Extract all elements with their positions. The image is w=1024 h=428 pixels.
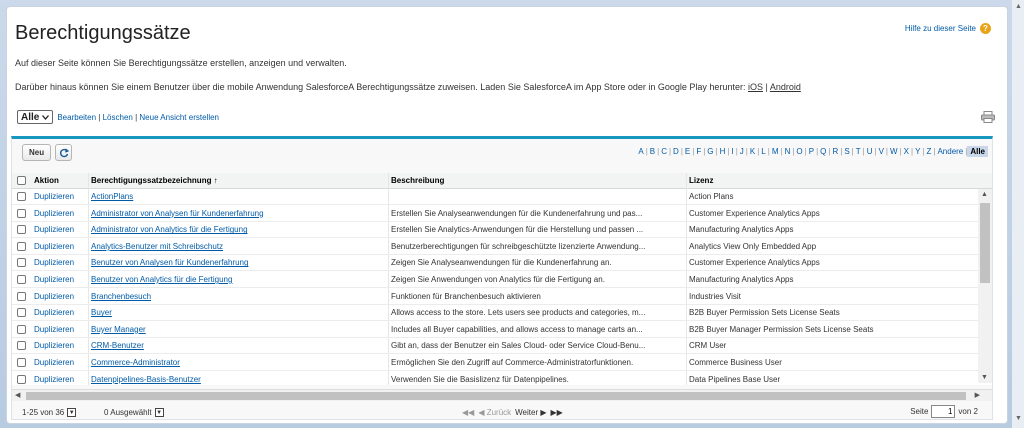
- permission-set-description: Benutzerberechtigungen für schreibgeschützte lizenzierte Anwendung...: [391, 241, 646, 251]
- alpha-filter-s[interactable]: S: [844, 147, 850, 156]
- alpha-filter-c[interactable]: C: [661, 147, 667, 156]
- select-all-checkbox[interactable]: [17, 176, 26, 185]
- duplicate-link[interactable]: Duplizieren: [34, 374, 75, 384]
- alpha-separator: |: [735, 147, 738, 156]
- row-checkbox[interactable]: [17, 341, 26, 350]
- column-license[interactable]: Lizenz: [689, 176, 714, 185]
- alpha-filter-y[interactable]: Y: [915, 147, 921, 156]
- view-link-separator: |: [98, 112, 101, 122]
- data-table: [12, 173, 992, 385]
- ios-link[interactable]: iOS: [747, 82, 763, 92]
- edit-view-link[interactable]: Bearbeiten: [57, 112, 97, 122]
- duplicate-link[interactable]: Duplizieren: [34, 308, 75, 318]
- permission-set-name-link[interactable]: Buyer Manager: [91, 324, 146, 334]
- permission-set-license: Industries Visit: [689, 291, 741, 301]
- alpha-separator: |: [910, 147, 914, 156]
- alpha-separator: |: [862, 147, 865, 156]
- alpha-separator: |: [885, 147, 888, 156]
- new-button[interactable]: Neu: [22, 144, 51, 161]
- table-row: [12, 322, 978, 338]
- last-page-icon[interactable]: ▶▶: [550, 408, 563, 417]
- row-checkbox[interactable]: [17, 225, 26, 234]
- column-action: Aktion: [34, 176, 59, 185]
- page-number-input[interactable]: [931, 405, 955, 418]
- table-row: [12, 338, 978, 354]
- alpha-filter-q[interactable]: Q: [820, 147, 827, 156]
- alpha-separator: |: [792, 147, 795, 156]
- alpha-separator: |: [965, 147, 968, 156]
- vertical-scrollbar[interactable]: [978, 189, 992, 383]
- alpha-filter-m[interactable]: M: [771, 147, 779, 156]
- first-page-icon: ◀◀: [462, 408, 475, 417]
- printer-icon[interactable]: [981, 111, 995, 123]
- scroll-up-icon[interactable]: ▲: [1015, 3, 1022, 10]
- permission-set-description: Gibt an, dass der Benutzer ein Sales Cloud- oder Service Cloud-Benu...: [391, 341, 646, 351]
- help-icon[interactable]: ?: [980, 23, 991, 34]
- duplicate-link[interactable]: Duplizieren: [34, 341, 75, 351]
- android-link[interactable]: Android: [769, 82, 801, 92]
- list-toolbar: [22, 144, 72, 161]
- next-page-link[interactable]: Weiter ▶: [515, 408, 547, 417]
- permission-set-license: Action Plans: [689, 192, 734, 201]
- page-total: von 2: [958, 407, 978, 416]
- alpha-filter-p[interactable]: P: [808, 147, 815, 156]
- permission-set-description: Funktionen für Branchenbesuch aktivieren: [391, 291, 541, 301]
- help-label[interactable]: Hilfe zu dieser Seite: [904, 24, 976, 33]
- list-footer: [12, 405, 992, 421]
- permission-set-description: Allows access to the store. Lets users see products and categories, m...: [391, 308, 646, 318]
- table-row: [12, 189, 978, 205]
- permission-set-name-link[interactable]: Administrator von Analysen für Kundenerfahrung: [91, 208, 264, 218]
- alpha-separator: |: [703, 147, 706, 156]
- page-selector: [910, 405, 978, 418]
- previous-page-link: ◀ Zurück: [478, 408, 512, 417]
- view-select-value: Alle: [21, 111, 40, 123]
- page-title: Berechtigungssätze: [15, 22, 191, 44]
- alpha-filter-alle[interactable]: Alle: [967, 146, 988, 157]
- column-name[interactable]: Berechtigungssatzbezeichnung ↑: [91, 176, 218, 185]
- record-range: [22, 408, 76, 417]
- permission-set-license: Data Pipelines Base User: [689, 374, 781, 384]
- table-header: [12, 173, 992, 189]
- previous-label: Zurück: [486, 408, 512, 417]
- alpha-filter-i[interactable]: I: [731, 147, 734, 156]
- alpha-separator: |: [851, 147, 854, 156]
- row-checkbox[interactable]: [17, 375, 26, 384]
- help-link[interactable]: [905, 23, 991, 34]
- row-checkbox[interactable]: [17, 292, 26, 301]
- permission-set-name-link[interactable]: ActionPlans: [91, 192, 134, 201]
- alpha-separator: |: [645, 147, 648, 156]
- alpha-filter-r[interactable]: R: [832, 147, 839, 156]
- duplicate-link[interactable]: Duplizieren: [34, 208, 75, 218]
- record-range-text: 1-25 von 36: [22, 408, 65, 417]
- row-checkbox[interactable]: [17, 325, 26, 334]
- alpha-filter-e[interactable]: E: [684, 147, 691, 156]
- link-separator: |: [765, 82, 768, 92]
- table-row: [12, 305, 978, 321]
- duplicate-link[interactable]: Duplizieren: [34, 358, 75, 367]
- alpha-filter-g[interactable]: G: [707, 147, 714, 156]
- alpha-separator: |: [745, 147, 748, 156]
- permission-set-description: Verwenden Sie die Basislizenz für Datenpipelines.: [391, 374, 569, 384]
- duplicate-link[interactable]: Duplizieren: [34, 291, 75, 301]
- permission-set-name-link[interactable]: Administrator von Analytics für die Fertigung: [91, 225, 248, 235]
- alpha-separator: |: [680, 147, 683, 156]
- alpha-filter-t[interactable]: T: [855, 147, 861, 156]
- scrollbar-thumb[interactable]: [980, 203, 990, 283]
- alpha-separator: |: [922, 147, 925, 156]
- permission-set-name-link[interactable]: Benutzer von Analysen für Kundenerfahrung: [91, 258, 249, 268]
- alpha-filter-d[interactable]: D: [673, 147, 679, 156]
- alpha-separator: |: [767, 147, 770, 156]
- row-checkbox[interactable]: [17, 209, 26, 218]
- create-view-link[interactable]: Neue Ansicht erstellen: [139, 112, 219, 122]
- alpha-separator: |: [933, 147, 936, 156]
- selection-count-text: 0 Ausgewählt: [104, 408, 152, 417]
- duplicate-link[interactable]: Duplizieren: [34, 324, 75, 334]
- alpha-filter-x[interactable]: X: [903, 147, 909, 156]
- scroll-left-icon[interactable]: ◀: [15, 392, 21, 399]
- permission-set-name-link[interactable]: Benutzer von Analytics für die Fertigung: [91, 275, 233, 284]
- permission-set-name-link[interactable]: Datenpipelines-Basis-Benutzer: [91, 374, 201, 384]
- permission-set-license: Customer Experience Analytics Apps: [689, 208, 820, 218]
- alpha-filter-z[interactable]: Z: [926, 147, 932, 156]
- alpha-filter-o[interactable]: O: [796, 147, 803, 156]
- permission-set-license: Commerce Business User: [689, 358, 782, 367]
- alpha-separator: |: [657, 147, 660, 156]
- permission-set-name-link[interactable]: Branchenbesuch: [91, 291, 152, 301]
- alpha-separator: |: [715, 147, 718, 156]
- refresh-icon: [59, 148, 69, 158]
- view-select[interactable]: [17, 110, 53, 124]
- permission-set-description: Includes all Buyer capabilities, and allows access to manage carts an...: [391, 324, 643, 334]
- alpha-separator: |: [840, 147, 843, 156]
- table-row: [12, 372, 978, 385]
- table-row: [12, 272, 978, 288]
- alpha-filter-l[interactable]: L: [761, 147, 766, 156]
- refresh-button[interactable]: [55, 144, 72, 161]
- permission-set-description: Zeigen Sie Analyseanwendungen für die Kundenerfahrung an.: [391, 258, 612, 268]
- alpha-separator: |: [692, 147, 695, 156]
- selection-dropdown-icon[interactable]: ▼: [156, 409, 163, 416]
- permission-set-license: B2B Buyer Permission Sets License Seats: [689, 308, 840, 318]
- alpha-separator: |: [757, 147, 760, 156]
- table-row: [12, 355, 978, 371]
- scroll-right-icon[interactable]: ▶: [974, 392, 980, 399]
- permission-set-license: CRM User: [689, 341, 727, 351]
- intro-mobile-text: [15, 82, 801, 92]
- table-row: [12, 289, 978, 305]
- row-checkbox[interactable]: [17, 258, 26, 267]
- alpha-separator: |: [804, 147, 807, 156]
- row-checkbox[interactable]: [17, 192, 26, 201]
- chevron-down-icon: [42, 115, 49, 120]
- permission-set-license: Manufacturing Analytics Apps: [689, 275, 794, 284]
- alpha-separator: |: [727, 147, 730, 156]
- scroll-down-icon[interactable]: ▼: [1015, 415, 1022, 422]
- scroll-up-icon[interactable]: ▲: [981, 191, 988, 198]
- setup-panel: [6, 6, 1008, 424]
- permission-set-license: Customer Experience Analytics Apps: [689, 258, 820, 268]
- view-actions: [57, 113, 219, 122]
- permission-set-name-link[interactable]: Analytics-Benutzer mit Schreibschutz: [91, 241, 224, 251]
- horizontal-scrollbar[interactable]: [12, 389, 992, 401]
- alpha-filter-b[interactable]: B: [649, 147, 656, 156]
- alpha-filter-w[interactable]: W: [890, 147, 898, 156]
- permission-set-license: Manufacturing Analytics Apps: [689, 225, 794, 235]
- permission-set-list: [11, 136, 993, 420]
- delete-view-link[interactable]: Löschen: [102, 112, 133, 122]
- row-checkbox[interactable]: [17, 308, 26, 317]
- alpha-filter-h[interactable]: H: [719, 147, 726, 156]
- table-row: [12, 255, 978, 271]
- row-checkbox[interactable]: [17, 242, 26, 251]
- alpha-filter-n[interactable]: N: [784, 147, 791, 156]
- scroll-down-icon[interactable]: ▼: [981, 374, 988, 381]
- duplicate-link[interactable]: Duplizieren: [34, 275, 75, 284]
- alphabet-filter: [636, 146, 988, 157]
- duplicate-link[interactable]: Duplizieren: [34, 258, 75, 268]
- next-label: Weiter: [515, 408, 539, 417]
- alpha-separator: |: [828, 147, 831, 156]
- intro-mobile-sentence: Darüber hinaus können Sie einem Benutzer über die mobile Anwendung SalesforceA Berechtigungssätze zuweisen. Laden Sie SalesforceA im App Store oder in Google Play herunter:: [15, 82, 746, 92]
- table-row: [12, 222, 978, 238]
- list-view-controls: [17, 110, 219, 124]
- permission-set-license: B2B Buyer Manager Permission Sets License Seats: [689, 324, 874, 334]
- duplicate-link[interactable]: Duplizieren: [34, 192, 75, 201]
- permission-set-name-link[interactable]: Buyer: [91, 308, 112, 318]
- permission-set-description: Erstellen Sie Analyseanwendungen für die Kundenerfahrung und pas...: [391, 208, 643, 218]
- page-label: Seite: [910, 407, 929, 416]
- alpha-filter-v[interactable]: V: [878, 147, 884, 156]
- alpha-separator: |: [816, 147, 819, 156]
- alpha-filter-u[interactable]: U: [866, 147, 873, 156]
- page-scrollbar[interactable]: [1012, 0, 1024, 428]
- permission-set-name-link[interactable]: CRM-Benutzer: [91, 341, 144, 351]
- permission-set-description: Zeigen Sie Anwendungen von Analytics für die Fertigung an.: [391, 275, 605, 284]
- column-description[interactable]: Beschreibung: [391, 176, 445, 185]
- view-link-separator: |: [135, 112, 138, 122]
- permission-set-description: Erstellen Sie Analytics-Anwendungen für die Herstellung und passen ...: [391, 225, 644, 235]
- permission-set-description: Ermöglichen Sie den Zugriff auf Commerce-Administratorfunktionen.: [391, 358, 634, 367]
- alpha-filter-j[interactable]: J: [739, 147, 744, 156]
- alpha-filter-a[interactable]: A: [638, 147, 644, 156]
- permission-set-name-link[interactable]: Commerce-Administrator: [91, 358, 180, 367]
- alpha-separator: |: [874, 147, 877, 156]
- range-dropdown-icon[interactable]: ▼: [68, 409, 75, 416]
- alpha-separator: |: [780, 147, 783, 156]
- alpha-separator: |: [668, 147, 672, 156]
- selection-count: [104, 408, 164, 417]
- alpha-separator: |: [899, 147, 902, 156]
- alpha-filter-k[interactable]: K: [749, 147, 756, 156]
- pagination: [462, 408, 563, 417]
- alpha-filter-f[interactable]: F: [696, 147, 702, 156]
- duplicate-link[interactable]: Duplizieren: [34, 241, 75, 251]
- alpha-filter-andere[interactable]: Andere: [937, 147, 964, 156]
- row-checkbox[interactable]: [17, 358, 26, 367]
- table-row: [12, 239, 978, 255]
- intro-text: Auf dieser Seite können Sie Berechtigungssätze erstellen, anzeigen und verwalten.: [15, 58, 347, 68]
- row-checkbox[interactable]: [17, 275, 26, 284]
- permission-set-license: Analytics View Only Embedded App: [689, 241, 817, 251]
- table-row: [12, 206, 978, 222]
- scrollbar-thumb[interactable]: [26, 392, 966, 400]
- duplicate-link[interactable]: Duplizieren: [34, 225, 75, 235]
